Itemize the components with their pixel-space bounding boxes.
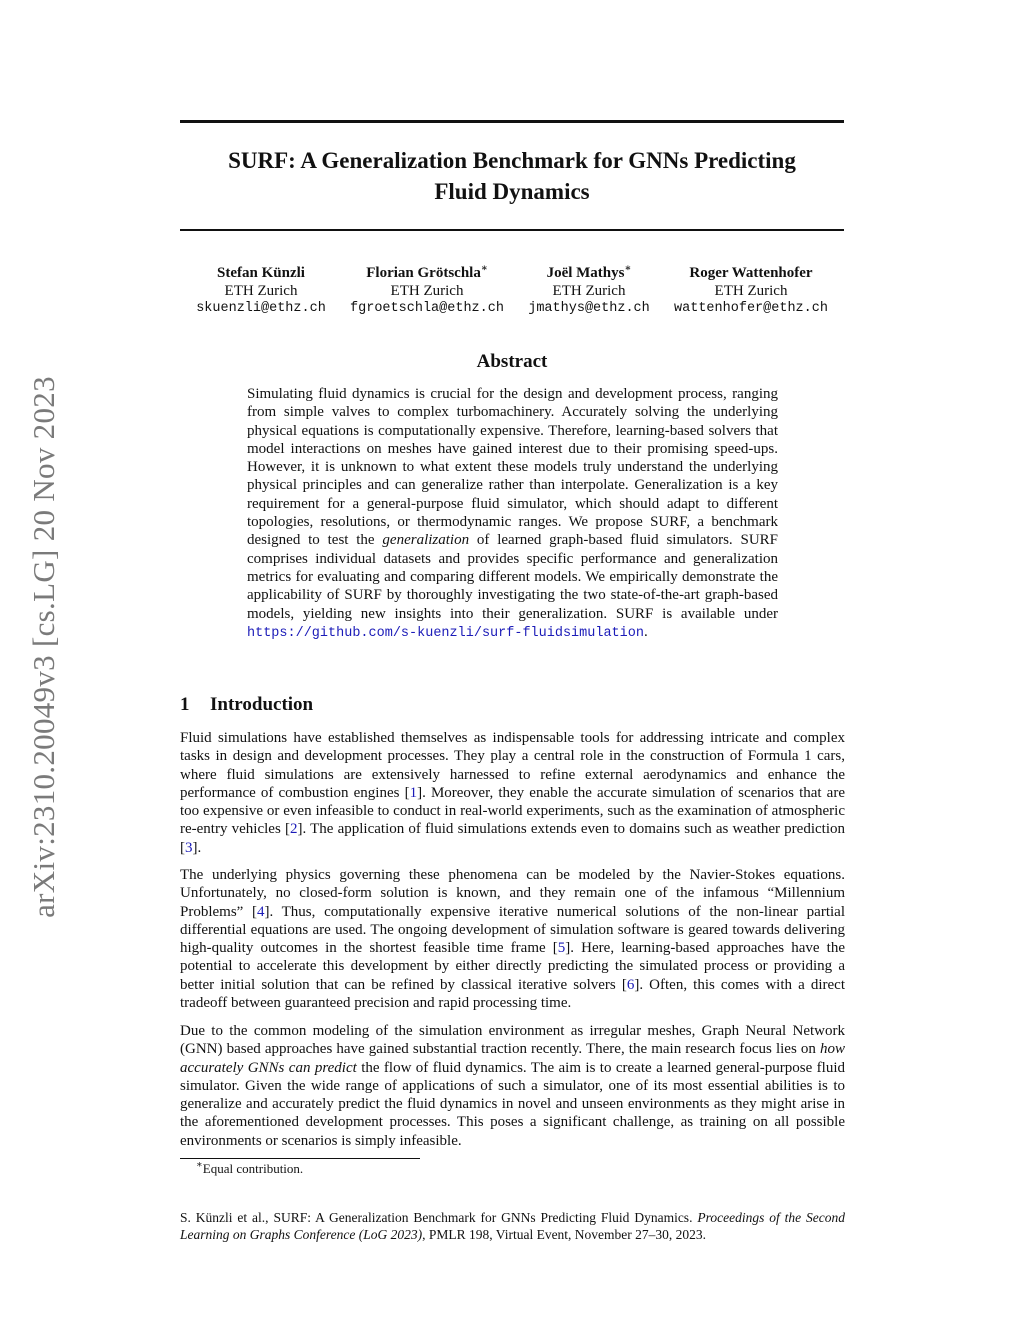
author-name: Florian Grötschla∗: [366, 263, 488, 281]
citation-link[interactable]: 2: [289, 821, 298, 838]
author-email[interactable]: jmathys@ethz.ch: [528, 301, 650, 316]
paragraph-emphasis: how accurately GNNs can predict: [180, 1041, 845, 1076]
author-affiliation: ETH Zurich: [552, 282, 626, 299]
author-affiliation: ETH Zurich: [714, 282, 788, 299]
author-email[interactable]: skuenzli@ethz.ch: [196, 301, 326, 316]
venue-name: Proceedings of the Second Learning on Graphs Conference (LoG 2023): [180, 1210, 846, 1242]
intro-paragraph-1: Fluid simulations have established themselves as indispensable tools for addressing intricate and complex tasks in design and development processes. They play a central role in the construction of Formula 1 cars, where fluid simulations are extensively harnessed to refine external aerodynamics and enhance the performance of combustion engines [1]. Moreover, they enable the accurate simulation of scenarios that are too expensive or even infeasible to conduct in real-world experiments, such as the examination of atmospheric re-entry vehicles [2]. The application of fluid simulations extends even to domains such as weather prediction [3].: [180, 730, 845, 856]
arxiv-identifier-stamp: arXiv:2310.20049v3 [cs.LG] 20 Nov 2023: [26, 376, 61, 918]
citation-link[interactable]: 3: [185, 839, 193, 856]
conference-citation: S. Künzli et al., SURF: A Generalization Benchmark for GNNs Predicting Fluid Dynamics. Proceedings of the Second Learning on Graphs Conference (LoG 2023), PMLR 198, Virtual Event, November 27–30, 2023.: [180, 1210, 846, 1242]
abstract-heading: Abstract: [476, 351, 548, 372]
abstract-body: Simulating fluid dynamics is crucial for the design and development process, ranging from simple valves to complex turbomachinery. Accurately solving the underlying physical equations is computationally expensive. Therefore, learning-based solvers that model interactions on meshes have gained interest due to their promising speed-ups. However, it is unknown to what extent these models truly understand the underlying physical principles and can generalize rather than interpolate. Generalization is a key requirement for a general-purpose fluid simulator, which should adapt to different topologies, resolutions, or thermodynamic ranges. We propose SURF, a benchmark designed to test the generalization of learned graph-based fluid simulators. SURF comprises individual datasets and provides specific performance and generalization metrics for evaluating and comparing different models. We empirically demonstrate the applicability of SURF by thoroughly investigating the two state-of-the-art graph-based models, yielding new insights into their generalization. SURF is available under https://github.com/s-kuenzli/surf-fluidsimulation.: [247, 386, 779, 641]
author-affiliation: ETH Zurich: [224, 282, 298, 299]
title-line-1: SURF: A Generalization Benchmark for GNNs Predicting: [228, 148, 796, 173]
author-block-grotschla: [346, 265, 508, 318]
section-title: Introduction: [210, 694, 314, 715]
author-affiliation: ETH Zurich: [390, 282, 464, 299]
author-block-kunzli: [181, 265, 341, 318]
title-top-rule: [180, 120, 844, 123]
footnote-divider: [180, 1158, 420, 1159]
author-name: Stefan Künzli: [217, 265, 305, 281]
title-bottom-rule: [180, 229, 844, 231]
intro-paragraph-3: Due to the common modeling of the simulation environment as irregular meshes, Graph Neural Network (GNN) based approaches have gained substantial traction recently. There, the main research focus lies on how accurately GNNs can predict the flow of fluid dynamics. The aim is to create a learned general-purpose fluid simulator. Given the wide range of applications of such a simulator, one of its most essential abilities is to generalize and accurately predict the fluid dynamics in novel and unseen environments as they might arise in the aforementioned development processes. This poses a significant challenge, as training on all possible environments or scenarios is simply infeasible.: [180, 1023, 846, 1149]
github-link[interactable]: https://github.com/s-kuenzli/surf-fluidsimulation: [247, 625, 644, 641]
author-email[interactable]: fgroetschla@ethz.ch: [350, 301, 504, 316]
intro-paragraph-2: The underlying physics governing these phenomena can be modeled by the Navier-Stokes equations. Unfortunately, no closed-form solution is known, and they remain one of the infamous “Millennium Problems” [4]. Thus, computationally expensive iterative numerical solutions of the non-linear partial differential equations are used. The ongoing development of simulation software is geared towards delivering high-quality outcomes in the shortest feasible time frame [5]. Here, learning-based approaches have the potential to accelerate this development by either directly predicting the simulated process or providing a better initial solution that can be refined by classical iterative solvers [6]. Often, this comes with a direct tradeoff between guaranteed precision and rapid processing time.: [180, 867, 845, 1012]
author-name: Roger Wattenhofer: [689, 265, 813, 281]
footnote: ∗Equal contribution.: [196, 1159, 304, 1176]
footnote-mark: ∗: [196, 1159, 203, 1171]
citation-link[interactable]: 1: [409, 784, 418, 801]
author-name: Joël Mathys∗: [546, 263, 632, 281]
abstract-emphasis: generalization: [382, 532, 470, 549]
paper-title: [180, 145, 844, 207]
citation-link[interactable]: 4: [257, 903, 265, 920]
author-block-wattenhofer: [666, 265, 836, 318]
section-number: 1: [180, 694, 190, 715]
citation-link[interactable]: 5: [557, 940, 566, 957]
author-block-mathys: [515, 265, 663, 318]
author-email[interactable]: wattenhofer@ethz.ch: [674, 301, 828, 316]
citation-link[interactable]: 6: [626, 976, 635, 993]
section-heading-introduction: [180, 694, 313, 716]
title-line-2: Fluid Dynamics: [434, 179, 590, 204]
